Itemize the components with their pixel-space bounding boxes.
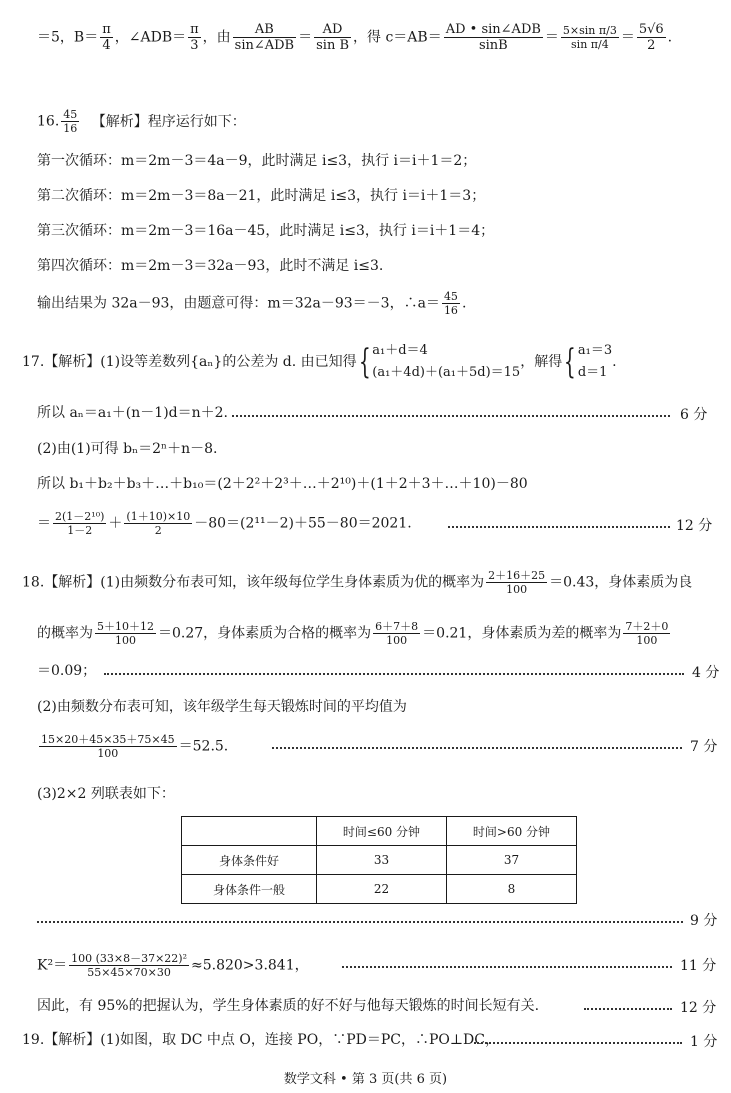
equation-system: a₁＝3 d＝1 — [577, 343, 613, 380]
q18-line-1: 18.【解析】(1)由频数分布表可知，该年级每位学生身体素质为优的概率为 $\frac{2+16+25}{100}$ ＝0.43，身体素质为良 — [22, 569, 693, 596]
score: 12 分 — [680, 1000, 717, 1016]
leader-dots — [37, 921, 683, 923]
table-header-cell — [182, 817, 317, 846]
leader-dots — [104, 673, 684, 675]
fraction: $\frac{\text{100 (33×8－37×22)²}}{55\times 45\times 70\times 30}$ — [71, 952, 187, 979]
fraction: $\frac{(1+10)\times 10}{2}$ — [126, 510, 191, 537]
q18-line-2: 的概率为 $\frac{5+10+12}{100}$ ＝0.27，身体素质为合格的概率为 $\frac{6+7+8}{100}$ ＝0.21，身体素质为差的概率为 $\frac{7+2+0}{100}$ — [37, 620, 669, 647]
fraction: $\frac{15\times 20+45\times 35+75\times 45}{100}$ — [41, 733, 175, 760]
fraction: AB sin∠ADB — [234, 22, 295, 53]
leader-dots — [232, 415, 670, 417]
brace-icon: { — [564, 342, 576, 382]
analysis-label: 【解析】程序运行如下： — [91, 113, 246, 130]
fraction: $\frac{5√6}{2}$ — [638, 22, 664, 53]
score: 11 分 — [680, 958, 717, 974]
brace-icon: { — [358, 342, 371, 382]
fraction: $\frac{45}{16}$ — [443, 290, 458, 317]
q18-line-5: $\frac{15\times 20+45\times 35+75\times 45}{100}$ ＝52.5. — [41, 733, 229, 760]
q17-line-4: 所以 b₁＋b₂＋b₃＋…＋b₁₀＝(2＋2²＋2³＋…＋2¹⁰)＋(1＋2＋3＋…＋10)－80 — [37, 476, 528, 492]
table-header-cell: 时间≤60 分钟 — [317, 817, 447, 846]
table-row — [182, 846, 577, 875]
text: ＝5，B＝ — [37, 29, 99, 46]
table-cell: 身体条件好 — [182, 846, 317, 875]
contingency-table — [181, 816, 577, 904]
leader-dots — [474, 1042, 682, 1044]
fraction: $\frac{7+2+0}{100}$ — [625, 620, 669, 647]
top-formula-line: ＝5，B＝ $\frac{\pi}{4}$ ，∠ADB＝ $\frac{\pi}{3}$ ，由 AB sin∠ADB ＝ $\frac{AD}{\text{sin B}}$ ，得 c＝AB＝ AD • sin∠ADB sinB ＝ $\frac{\text{5×sin π/3}}{\text{sin π/4}}$ ＝ $\frac{5√6}{2}$ . — [37, 22, 673, 53]
q18-line-3: ＝0.09； — [37, 663, 97, 679]
table-header-cell: 时间>60 分钟 — [447, 817, 577, 846]
fraction: AD • sin∠ADB sinB — [445, 22, 541, 53]
leader-dots — [584, 1008, 672, 1010]
q16-loop-4: 第四次循环：m＝2m－3＝32a－93，此时不满足 i≤3. — [37, 258, 384, 274]
q16-loop-1: 第一次循环：m＝2m－3＝4a－9，此时满足 i≤3，执行 i＝i＋1＝2； — [37, 153, 477, 169]
table-cell: 22 — [317, 875, 447, 904]
q17-line-5: ＝ $\frac{\text{2(1－2¹⁰)}}{1-2}$ ＋ $\frac{(1+10)\times 10}{2}$ －80＝(2¹¹－2)＋55－80＝2021. — [37, 510, 412, 537]
leader-dots — [448, 526, 670, 528]
leader-dots — [342, 966, 672, 968]
fraction: $\frac{\text{5×sin π/3}}{\text{sin π/4}}$ — [562, 24, 617, 51]
q18-line-4: (2)由频数分布表可知，该年级学生每天锻炼时间的平均值为 — [37, 699, 407, 715]
fraction: $\frac{\text{2(1－2¹⁰)}}{1-2}$ — [55, 510, 105, 537]
q17-heading: 17.【解析】(1)设等差数列{aₙ}的公差为 d. 由已知得{ a₁＋d＝4 (a₁＋4d)＋(a₁＋5d)＝15 ，解得{ a₁＝3 d＝1 . — [22, 342, 617, 382]
equation-system: a₁＋d＝4 (a₁＋4d)＋(a₁＋5d)＝15 — [372, 343, 521, 380]
table-cell: 8 — [447, 875, 577, 904]
table-cell: 33 — [317, 846, 447, 875]
table-cell: 37 — [447, 846, 577, 875]
q16-loop-2: 第二次循环：m＝2m－3＝8a－21，此时满足 i≤3，执行 i＝i＋1＝3； — [37, 188, 486, 204]
text: ，由 — [202, 29, 231, 46]
q19-line-1: 19.【解析】(1)如图，取 DC 中点 O，连接 PO，∵PD＝PC，∴PO⊥DC， — [22, 1032, 499, 1048]
q18-conclusion: 因此，有 95%的把握认为，学生身体素质的好不好与他每天锻炼的时间长短有关. — [37, 998, 540, 1014]
text: ，∠ADB＝ — [114, 29, 187, 46]
answer-fraction: $\frac{45}{16}$ — [63, 108, 78, 135]
question-number: 16. — [37, 113, 60, 130]
fraction: $\frac{6+7+8}{100}$ — [375, 620, 419, 647]
table-header-row — [182, 817, 577, 846]
fraction: $\frac{\pi}{3}$ — [190, 22, 199, 53]
score: 4 分 — [692, 665, 720, 681]
q18-line-6: (3)2×2 列联表如下： — [37, 786, 175, 802]
page-footer: 数学文科 • 第 3 页(共 6 页) — [283, 1072, 448, 1087]
q17-line-3: (2)由(1)可得 bₙ＝2ⁿ＋n－8. — [37, 441, 218, 457]
fraction: $\frac{5+10+12}{100}$ — [97, 620, 154, 647]
score: 1 分 — [690, 1034, 718, 1050]
q17-line-2: 所以 aₙ＝a₁＋(n－1)d＝n＋2. — [37, 405, 228, 421]
q18-chi-square: K²＝ $\frac{\text{100 (33×8－37×22)²}}{55\times 45\times 70\times 30}$ ≈5.820>3.841， — [37, 952, 309, 979]
q16-output: 输出结果为 32a－93，由题意可得：m＝32a－93＝－3，∴a＝ $\frac{45}{16}$ . — [37, 290, 467, 317]
q16-heading — [37, 108, 246, 135]
text: ，得 c＝AB＝ — [353, 29, 442, 46]
score: 9 分 — [690, 913, 718, 929]
q16-loop-3: 第三次循环：m＝2m－3＝16a－45，此时满足 i≤3，执行 i＝i＋1＝4； — [37, 223, 495, 239]
score: 6 分 — [680, 407, 708, 423]
leader-dots — [272, 747, 682, 749]
fraction: $\frac{\pi}{4}$ — [102, 22, 111, 53]
fraction: $\frac{2+16+25}{100}$ — [488, 569, 546, 596]
table-row — [182, 875, 577, 904]
score: 7 分 — [690, 739, 718, 755]
score: 12 分 — [676, 518, 713, 534]
fraction: $\frac{AD}{\text{sin B}}$ — [316, 22, 350, 53]
table-cell: 身体条件一般 — [182, 875, 317, 904]
